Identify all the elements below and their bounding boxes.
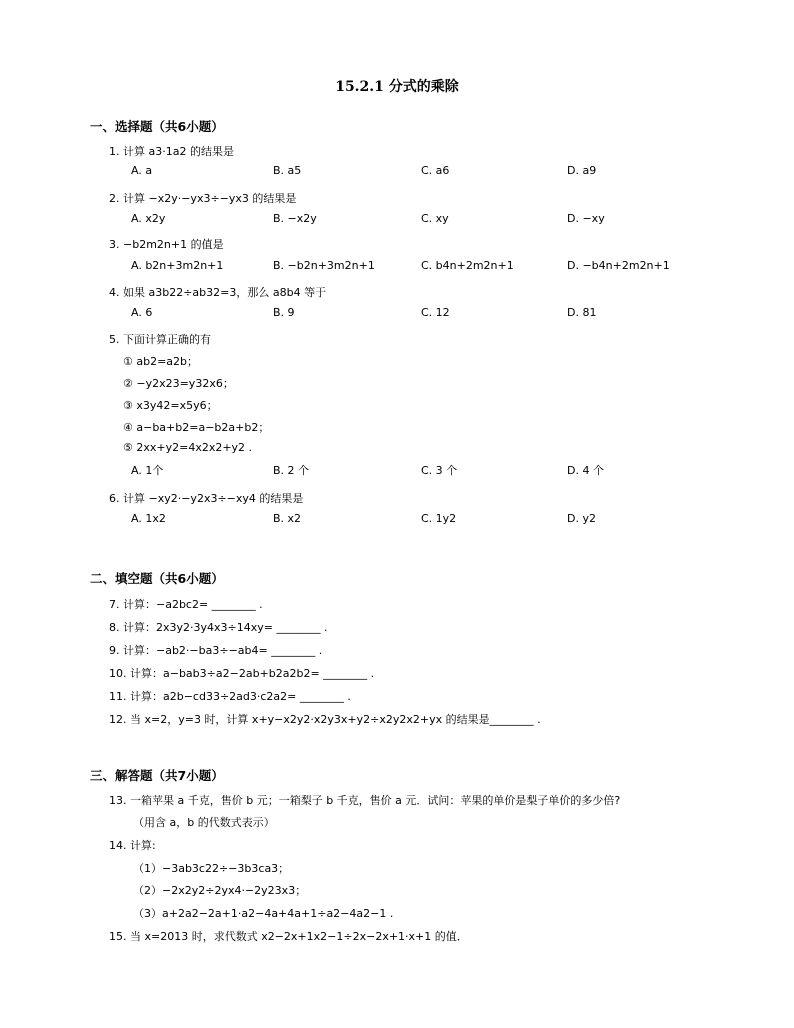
- question-4-option-b: B. 9: [273, 306, 295, 319]
- section-heading-choice: 一、选择题（共6小题）: [90, 119, 224, 134]
- question-5-stem: 5. 下面计算正确的有: [109, 333, 211, 346]
- question-4-stem: 4. 如果 a3b22÷ab32=3，那么 a8b4 等于: [109, 286, 327, 299]
- question-1-option-d: D. a9: [567, 164, 597, 177]
- question-13-line-2: （用含 a，b 的代数式表示）: [133, 816, 275, 829]
- question-12: 12. 当 x=2，y=3 时，计算 x+y−x2y2·x2y3x+y2÷x2y2x2+yx 的结果是________ .: [109, 713, 541, 726]
- question-3-option-a: A. b2n+3m2n+1: [131, 259, 224, 272]
- question-8: 8. 计算：2x3y2·3y4x3÷14xy= ________ .: [109, 621, 328, 634]
- question-1-stem: 1. 计算 a3·1a2 的结果是: [109, 145, 234, 158]
- question-3-option-b: B. −b2n+3m2n+1: [273, 259, 375, 272]
- question-2-stem: 2. 计算 −x2y·−yx3÷−yx3 的结果是: [109, 192, 297, 205]
- question-5-option-a: A. 1个: [131, 464, 164, 477]
- question-6-option-d: D. y2: [567, 512, 596, 525]
- question-6-option-b: B. x2: [273, 512, 302, 525]
- question-14-item-2: （2）−2x2y2÷2yx4·−2y23x3；: [133, 884, 307, 897]
- question-14-item-1: （1）−3ab3c22÷−3b3ca3；: [133, 862, 290, 875]
- question-5-item-4: ④ a−ba+b2=a−b2a+b2；: [123, 421, 270, 434]
- section-heading-answer: 三、解答题（共7小题）: [90, 768, 224, 783]
- question-7: 7. 计算：−a2bc2= ________ .: [109, 598, 263, 611]
- question-5-option-d: D. 4 个: [567, 464, 604, 477]
- question-14-item-3: （3）a+2a2−2a+1·a2−4a+4a+1÷a2−4a2−1 .: [133, 907, 394, 920]
- section-heading-fill: 二、填空题（共6小题）: [90, 571, 224, 586]
- question-5-option-c: C. 3 个: [421, 464, 458, 477]
- question-5-option-b: B. 2 个: [273, 464, 310, 477]
- question-4-option-a: A. 6: [131, 306, 153, 319]
- question-3-option-c: C. b4n+2m2n+1: [421, 259, 514, 272]
- question-2-option-a: A. x2y: [131, 212, 166, 225]
- question-9: 9. 计算：−ab2·−ba3÷−ab4= ________ .: [109, 644, 323, 657]
- question-13-line-1: 13. 一箱苹果 a 千克，售价 b 元；一箱梨子 b 千克，售价 a 元．试问：苹果的单价是梨子单价的多少倍?: [109, 794, 621, 807]
- question-2-option-c: C. xy: [421, 212, 449, 225]
- question-1-option-c: C. a6: [421, 164, 450, 177]
- question-5-item-1: ① ab2=a2b；: [123, 355, 199, 368]
- question-14-stem: 14. 计算:: [109, 839, 156, 852]
- question-4-option-c: C. 12: [421, 306, 450, 319]
- page-title: 15.2.1 分式的乘除: [335, 79, 459, 95]
- question-5-item-2: ② −y2x23=y32x6；: [123, 377, 234, 390]
- question-6-stem: 6. 计算 −xy2·−y2x3÷−xy4 的结果是: [109, 492, 304, 505]
- question-10: 10. 计算：a−bab3÷a2−2ab+b2a2b2= ________ .: [109, 667, 375, 680]
- question-6-option-c: C. 1y2: [421, 512, 457, 525]
- question-11: 11. 计算：a2b−cd33÷2ad3·c2a2= ________ .: [109, 690, 351, 703]
- question-3-stem: 3. −b2m2n+1 的值是: [109, 238, 224, 251]
- question-15: 15. 当 x=2013 时，求代数式 x2−2x+1x2−1÷2x−2x+1·x+1 的值．: [109, 930, 468, 943]
- question-1-option-a: A. a: [131, 164, 153, 177]
- question-5-item-5: ⑤ 2xx+y2=4x2x2+y2 .: [123, 441, 253, 454]
- question-1-option-b: B. a5: [273, 164, 302, 177]
- question-3-option-d: D. −b4n+2m2n+1: [567, 259, 670, 272]
- question-4-option-d: D. 81: [567, 306, 597, 319]
- question-2-option-b: B. −x2y: [273, 212, 317, 225]
- question-5-item-3: ③ x3y42=x5y6；: [123, 399, 218, 412]
- question-2-option-d: D. −xy: [567, 212, 605, 225]
- question-6-option-a: A. 1x2: [131, 512, 166, 525]
